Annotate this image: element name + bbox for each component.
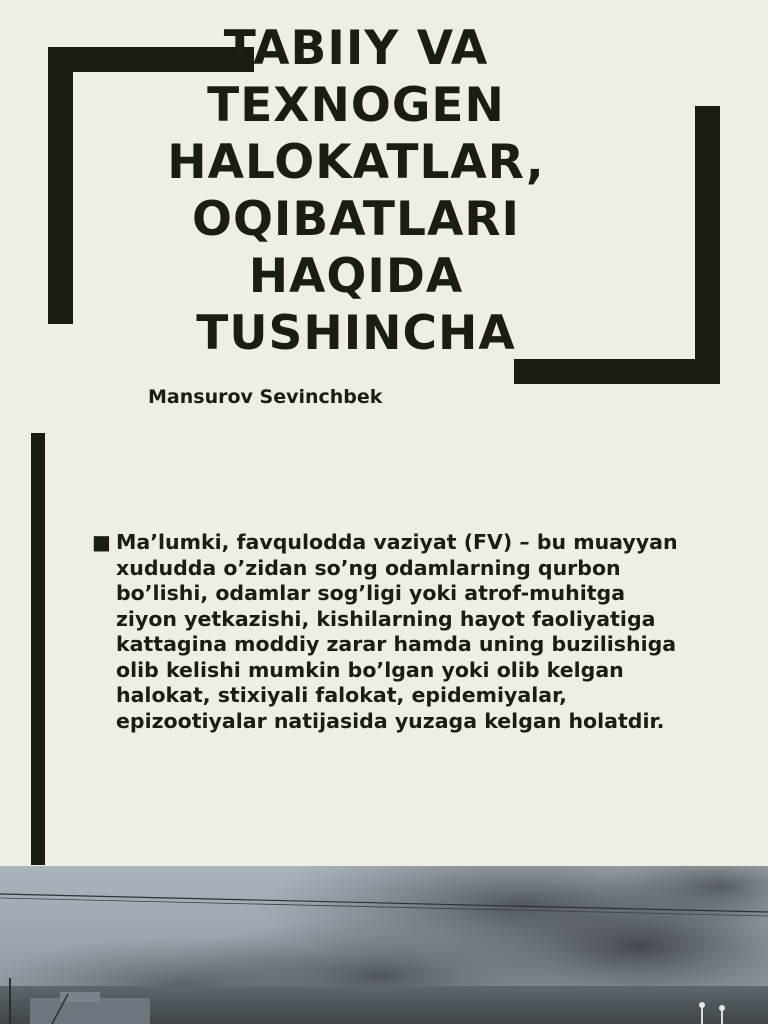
smoke-photo-image bbox=[0, 866, 768, 1024]
content-slide bbox=[0, 432, 768, 866]
smoke-photo bbox=[0, 866, 768, 1024]
slide-title: TABIIY VA TEXNOGEN HALOKATLAR, OQIBATLARI HAQIDA TUSHINCHA bbox=[167, 21, 545, 361]
author-name: Mansurov Sevinchbek bbox=[148, 386, 383, 408]
square-bullet-icon: ■ bbox=[92, 530, 111, 554]
frame-bottom-right-horizontal bbox=[514, 359, 720, 384]
title-slide bbox=[0, 0, 768, 432]
frame-top-left-vertical bbox=[48, 47, 73, 324]
frame-bottom-right-vertical bbox=[695, 106, 720, 383]
bullet-item bbox=[92, 530, 692, 734]
accent-vertical-bar bbox=[31, 433, 45, 865]
bullet-text: Ma’lumki, favqulodda vaziyat (FV) – bu muayyan xududda o’zidan so’ng odamlarning qurbon bo’lishi, odamlar sog’ligi yoki atrof-muhitga ziyon yetkazishi, kishilarning hayot faoliyatiga kattagina moddiy zarar hamda uning buzilishiga olib kelishi mumkin bo’lgan yoki olib kelgan halokat, stixiyali falokat, epidemiyalar, epizootiyalar natijasida yuzaga kelgan holatdir. bbox=[116, 530, 678, 733]
